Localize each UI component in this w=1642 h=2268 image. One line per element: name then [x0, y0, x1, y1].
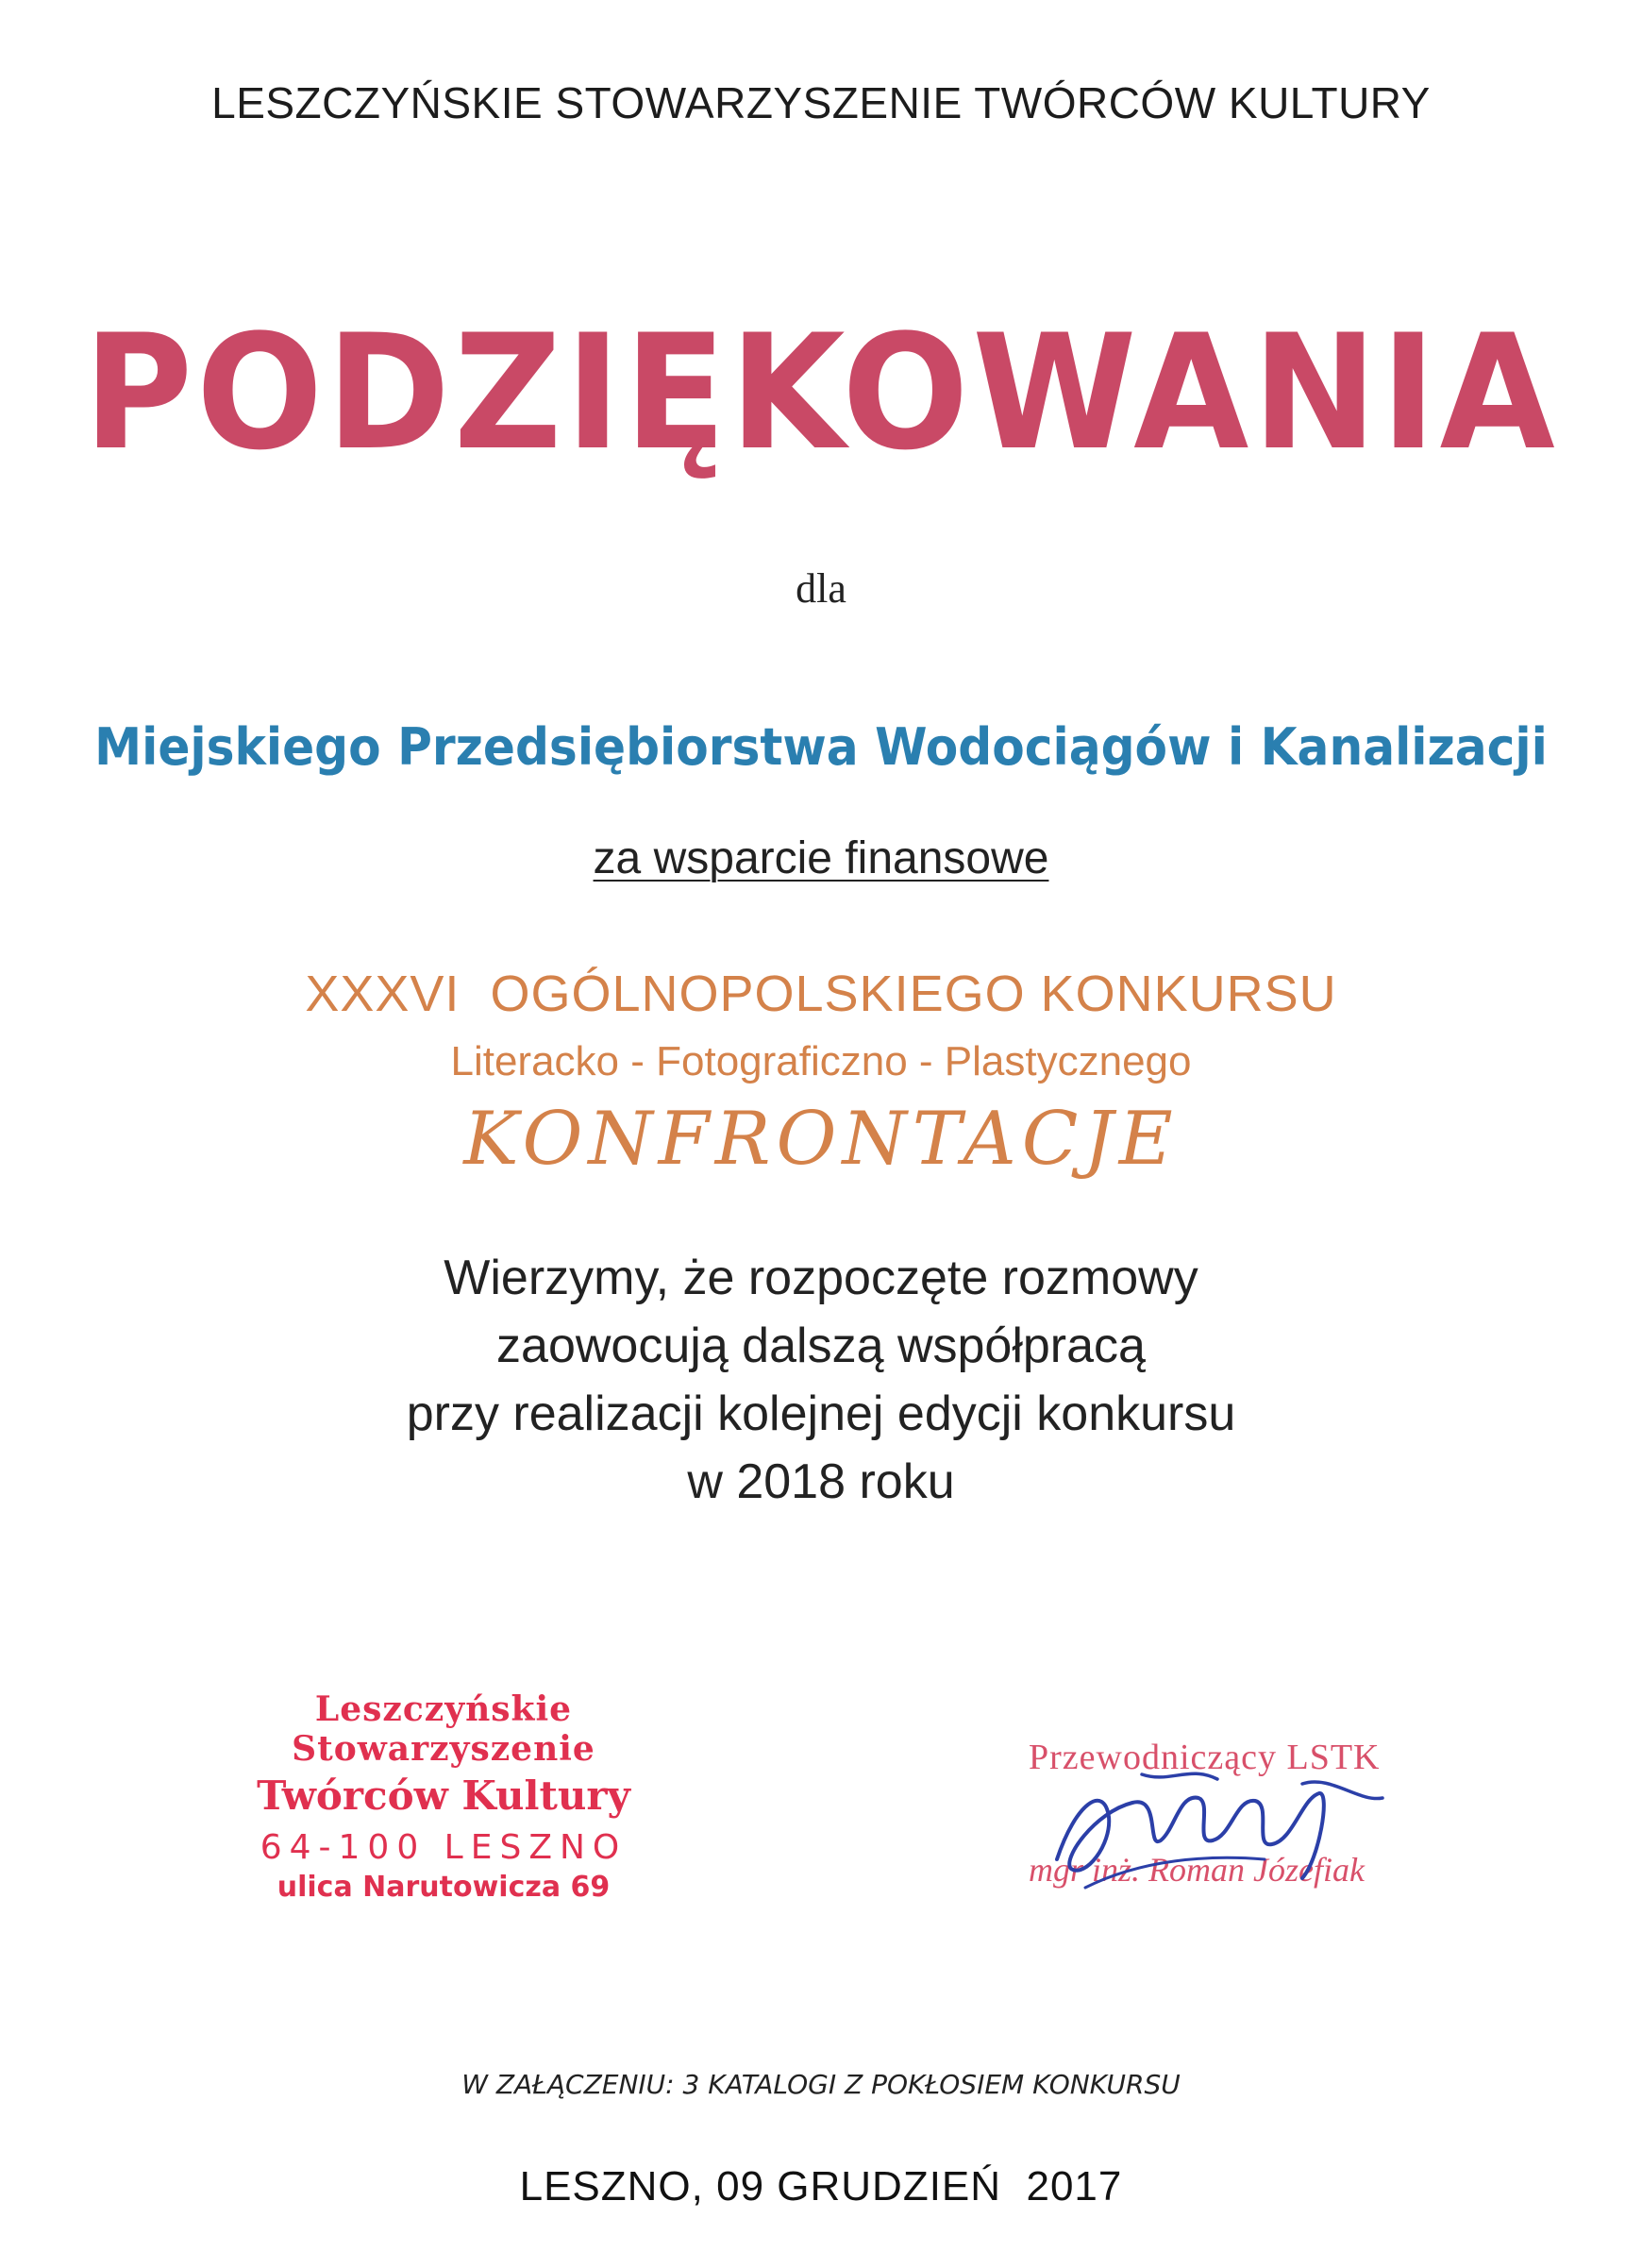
attachment-note: W ZAŁĄCZENIU: 3 KATALOGI Z POKŁOSIEM KONKURSU	[461, 2069, 1181, 2100]
reason-text: za wsparcie finansowe	[593, 833, 1049, 883]
message-line-1: Wierzymy, że rozpoczęte rozmowy	[444, 1251, 1198, 1305]
competition-line-2: Literacko - Fotograficzno - Plastycznego	[450, 1038, 1192, 1084]
stamp-line-2: Twórców Kultury	[257, 1772, 630, 1819]
message-line-4: w 2018 roku	[687, 1454, 955, 1509]
competition-line-1: XXXVI OGÓLNOPOLSKIEGO KONKURSU	[305, 966, 1337, 1022]
recipient-name: Miejskiego Przedsiębiorstwa Wodociągów i Kanalizacji	[94, 717, 1548, 777]
document-title: PODZIĘKOWANIA	[83, 300, 1559, 485]
message-line-2: zaowocują dalszą współpracą	[496, 1319, 1146, 1373]
place-date: LESZNO, 09 GRUDZIEŃ 2017	[519, 2163, 1123, 2209]
competition-name: KONFRONTACJE	[463, 1097, 1179, 1182]
message-block	[0, 1244, 1642, 1516]
stamp-line-3: 64-100 LESZNO	[260, 1828, 628, 1867]
signatory-role: Przewodniczący LSTK	[1029, 1738, 1381, 1777]
organization-header: LESZCZYŃSKIE STOWARZYSZENIE TWÓRCÓW KULTURY	[211, 78, 1431, 127]
for-word: dla	[796, 565, 846, 612]
stamp-line-1: Leszczyńskie Stowarzyszenie	[292, 1689, 595, 1769]
stamp-line-4: ulica Narutowicza 69	[276, 1871, 611, 1904]
signatory-name: mgr inż. Roman Józefiak	[1029, 1851, 1365, 1889]
message-line-3: przy realizacji kolejnej edycji konkursu	[406, 1386, 1236, 1441]
handwritten-signature	[1019, 1746, 1416, 1907]
organization-stamp	[160, 1689, 727, 1904]
signature-block	[981, 1737, 1548, 1925]
